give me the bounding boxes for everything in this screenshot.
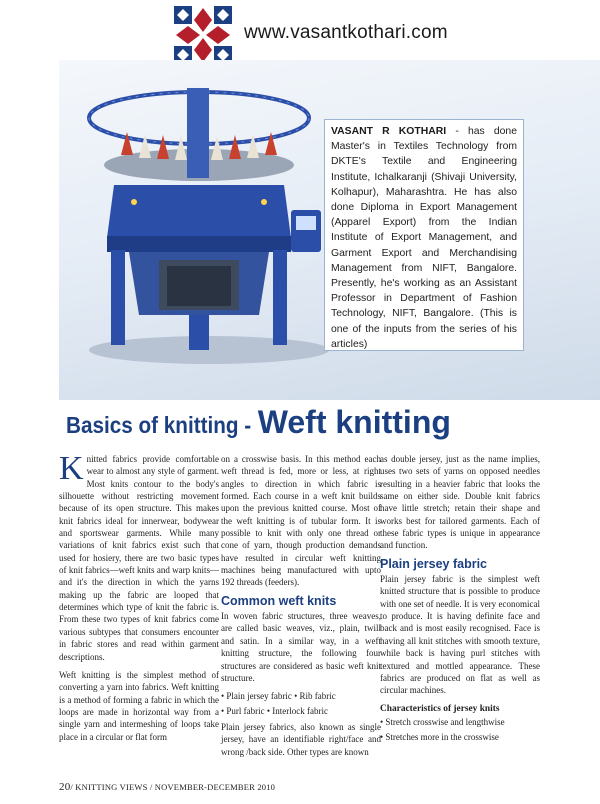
jersey-characteristics-list (380, 716, 540, 744)
structure-list-line-1: • Plain jersey fabric • Rib fabric (221, 691, 336, 702)
site-url[interactable]: www.vasantkothari.com (244, 22, 448, 43)
jersey-characteristics-heading: Characteristics of jersey knits (380, 703, 500, 714)
crosswise-paragraph: on a crosswise basis. In this method each weft thread is fed, more or less, at right angles to direction in which fabric is formed. Each course in a weft knit builds upon the previous knitted course. Most of the weft knitting is of tubular form. It is possible to knit with only one thread or cone of yarn, though production demands have resulted in circular weft knitting machines being manufactured with upto 192 threads (feeders). (221, 454, 381, 588)
intro-text: nitted fabrics provide comfortable wear to almost any style of garment. Most knits contour to the body's silhouette without restricting movement because of its open structure. This makes knit fabrics ideal for innerwear, bodywear and sportswear garments. While many variations of knit fabrics exist such that used for hosiery, there are two basic types of knit fabrics—weft knits and warp knits—and it's the direction in which the yarns making up the fabric are looped that determines which type of knit the fabric is. From these two types of knit fabrics come various subtypes that consumers encounter in fabric stores and read within garment descriptions. (59, 454, 219, 662)
page-footer (59, 781, 275, 793)
author-bio-text: - has done Master's in Textiles Technology from DKTE's Textile and Engineering Institute, Ichalkaranji (Shivaji University, Kolhapur), Maharashtra. He has also done Diploma in Export Management (Apparel Export) from the Indian Institute of Export Management, and Garment Export and Merchandising Management from NIFT, Bangalore. Presently, he's working as an Assistant Professor in Department of Fashion Technology, NIFT, Bangalore. (This is one of the inputs from the series of his articles) (331, 126, 517, 350)
article-column-2 (221, 453, 381, 764)
drop-cap: K (59, 450, 84, 487)
article-column-1 (59, 450, 219, 749)
structure-list-line-2: • Purl fabric • Interlock fabric (221, 705, 329, 716)
plain-jersey-paragraph: Plain jersey fabric is the simplest weft knitted structure that is possible to produce with one set of needle. It is very economical to produce. It is having definite face and back and is most easily recognised. Face is having all knit stitches with smooth texture, while back is having purl stitches with textured and mottled appearance. These fabrics are produced on flat as well as circular machines. (380, 574, 540, 696)
common-weft-knits-heading: Common weft knits (221, 593, 337, 608)
author-bio-box (324, 119, 524, 351)
jersey-paragraph: Plain jersey fabrics, also known as single jersey, have an identifiable right/face and wrong /back side. Other types are known (221, 721, 381, 757)
list-item: • Stretches more in the crosswise (380, 731, 540, 743)
weft-definition-paragraph: Weft knitting is the simplest method of converting a yarn into fabrics. Weft knitting is a method of forming a fabric in which the loops are made in horizontal way from a single yarn and intermeshing of loops take place in a circular or flat form (59, 669, 219, 742)
author-name: VASANT R KOTHARI (331, 126, 447, 137)
basic-weaves-paragraph: In woven fabric structures, three weaves, are called basic weaves, viz., plain, twill and satin. In a similar way, in a weft knitting structure, the following four structures are considered as basic weft knit structure. (221, 611, 381, 683)
footer-publication: / KNITTING VIEWS / NOVEMBER-DECEMBER 2010 (70, 782, 276, 792)
plain-jersey-heading: Plain jersey fabric (380, 556, 488, 571)
site-logo (172, 4, 234, 66)
title-part-weft: Weft knitting (257, 404, 451, 440)
title-part-basics: Basics of knitting - (66, 412, 252, 438)
double-jersey-paragraph: as double jersey, just as the name implies, uses two sets of yarns on opposed needles resulting in a heavier fabric that looks the same on either side. Double knit fabrics have little stretch; retain their shape and works best for tailored garments. Each of these fabric types is unique in appearance and function. (380, 454, 540, 551)
list-item: • Stretch crosswise and lengthwise (380, 716, 540, 728)
intro-paragraph (59, 450, 219, 663)
page-number: 20 (59, 781, 71, 793)
article-title (66, 404, 451, 441)
article-column-3 (380, 453, 540, 747)
